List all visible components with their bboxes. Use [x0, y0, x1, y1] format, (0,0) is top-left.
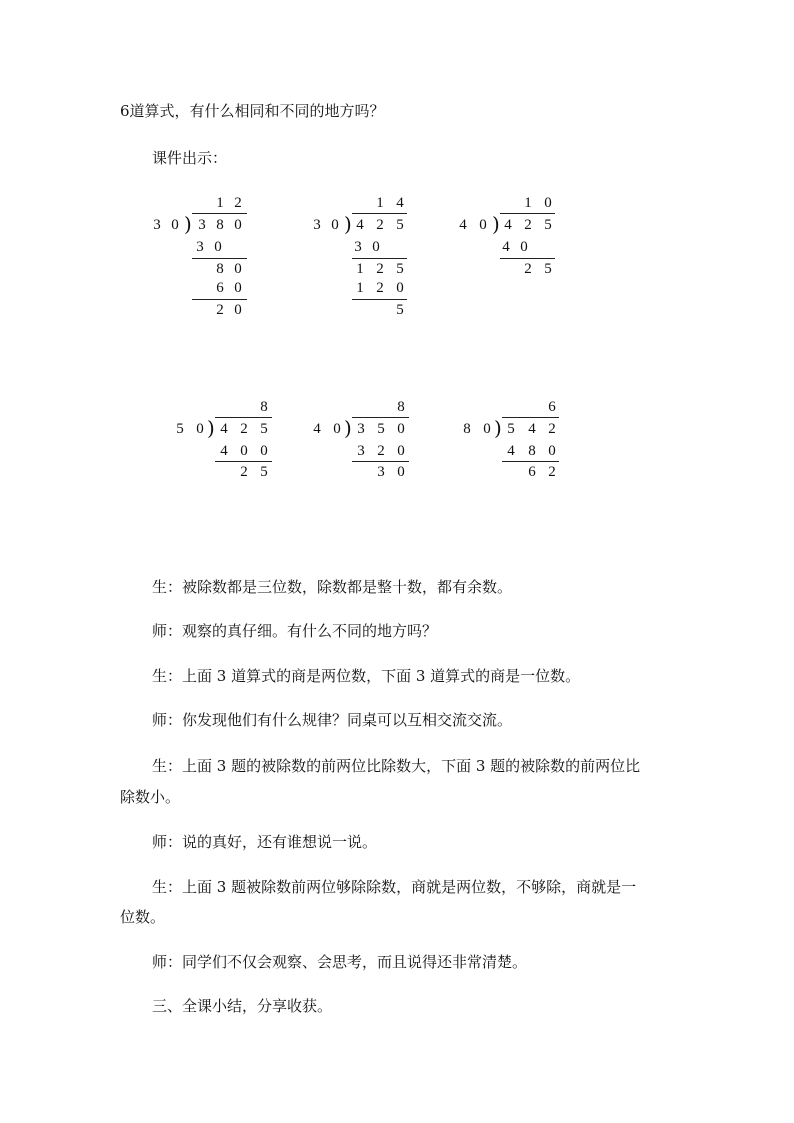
dividend-digit: 0 — [397, 421, 405, 437]
step-digit: 3 — [357, 443, 365, 459]
step-digit: 3 — [354, 239, 362, 255]
step-digit: 8 — [528, 443, 536, 459]
divisor-digit: 0 — [483, 421, 491, 437]
long-division-2 — [310, 192, 460, 322]
quotient-digit: 0 — [544, 195, 552, 211]
dividend-digit: 4 — [356, 217, 364, 233]
dialogue-line-4: 师：你发现他们有什么规律？同桌可以互相交流交流。 — [152, 711, 513, 729]
dividend-digit: 3 — [198, 217, 206, 233]
step-rule — [502, 461, 559, 462]
divisor-digit: 0 — [196, 421, 204, 437]
divisor-digit: 0 — [479, 217, 487, 233]
step-digit: 1 — [356, 280, 364, 296]
step-digit: 4 — [220, 443, 228, 459]
division-bracket: ) — [344, 212, 352, 236]
dialogue-line-5-continued: 除数小。 — [120, 788, 181, 806]
quotient-digit: 6 — [548, 399, 556, 415]
step-digit: 0 — [520, 239, 528, 255]
quotient-digit: 1 — [524, 195, 532, 211]
remainder-digit: 5 — [544, 261, 552, 277]
dividend-digit: 3 — [357, 421, 365, 437]
step-rule — [352, 299, 407, 300]
dividend-digit: 5 — [396, 217, 404, 233]
dialogue-line-5: 生：上面 3 题的被除数的前两位比除数大，下面 3 题的被除数的前两位比 — [152, 757, 641, 775]
divisor-digit: 0 — [331, 217, 339, 233]
dialogue-line-1: 生：被除数都是三位数，除数都是整十数，都有余数。 — [152, 578, 513, 596]
remainder-digit: 5 — [396, 302, 404, 318]
step-digit: 2 — [377, 443, 385, 459]
step-rule — [500, 258, 555, 259]
divisor-digit: 0 — [333, 421, 341, 437]
dialogue-line-6: 师：说的真好，还有谁想说一说。 — [152, 833, 378, 851]
division-bar — [192, 213, 247, 214]
dividend-digit: 5 — [544, 217, 552, 233]
dividend-digit: 2 — [376, 217, 384, 233]
dividend-digit: 5 — [377, 421, 385, 437]
remainder-digit: 6 — [528, 464, 536, 480]
remainder-digit: 2 — [240, 464, 248, 480]
division-bar — [502, 417, 559, 418]
division-bar — [352, 213, 407, 214]
dialogue-line-3: 生：上面 3 道算式的商是两位数，下面 3 道算式的商是一位数。 — [152, 667, 581, 685]
step-digit: 0 — [234, 261, 242, 277]
division-bracket: ) — [207, 416, 215, 440]
division-bar — [215, 417, 272, 418]
step-rule — [352, 258, 407, 259]
dialogue-line-2: 师：观察的真仔细。有什么不同的地方吗？ — [152, 622, 438, 640]
dialogue-line-7-continued: 位数。 — [120, 908, 166, 926]
dividend-digit: 2 — [240, 421, 248, 437]
remainder-digit: 5 — [260, 464, 268, 480]
step-digit: 2 — [376, 261, 384, 277]
division-bar — [500, 213, 555, 214]
remainder-digit: 2 — [216, 302, 224, 318]
divisor-digit: 3 — [313, 217, 321, 233]
division-bar — [352, 417, 409, 418]
step-rule — [215, 461, 272, 462]
remainder-digit: 0 — [397, 464, 405, 480]
intro-question: 6道算式，有什么相同和不同的地方吗？ — [120, 102, 385, 120]
step-digit: 4 — [502, 239, 510, 255]
long-division-6 — [462, 398, 612, 528]
dialogue-line-8: 师：同学们不仅会观察、会思考，而且说得还非常清楚。 — [152, 953, 528, 971]
dividend-digit: 0 — [234, 217, 242, 233]
dividend-digit: 5 — [260, 421, 268, 437]
long-division-4 — [175, 398, 325, 528]
step-digit: 3 — [196, 239, 204, 255]
long-division-3 — [458, 192, 608, 322]
dividend-digit: 5 — [507, 421, 515, 437]
divisor-digit: 4 — [313, 421, 321, 437]
dialogue-line-7: 生：上面 3 题被除数前两位够除除数，商就是两位数，不够除，商就是一 — [152, 878, 637, 896]
step-digit: 0 — [396, 280, 404, 296]
divisor-digit: 4 — [459, 217, 467, 233]
remainder-digit: 2 — [548, 464, 556, 480]
quotient-digit: 2 — [234, 195, 242, 211]
long-division-5 — [312, 398, 462, 528]
long-division-1 — [150, 192, 300, 322]
step-digit: 0 — [548, 443, 556, 459]
step-digit: 0 — [260, 443, 268, 459]
courseware-label: 课件出示： — [152, 149, 228, 167]
divisor-digit: 5 — [176, 421, 184, 437]
summary-heading: 三、全课小结，分享收获。 — [152, 997, 333, 1015]
dividend-digit: 4 — [528, 421, 536, 437]
divisor-digit: 8 — [463, 421, 471, 437]
step-digit: 0 — [372, 239, 380, 255]
remainder-digit: 3 — [377, 464, 385, 480]
step-digit: 0 — [397, 443, 405, 459]
step-digit: 8 — [216, 261, 224, 277]
step-rule — [352, 461, 409, 462]
step-digit: 6 — [216, 280, 224, 296]
step-digit: 0 — [234, 280, 242, 296]
dividend-digit: 4 — [504, 217, 512, 233]
divisor-digit: 3 — [153, 217, 161, 233]
quotient-digit: 1 — [376, 195, 384, 211]
step-digit: 1 — [356, 261, 364, 277]
quotient-digit: 4 — [396, 195, 404, 211]
quotient-digit: 1 — [216, 195, 224, 211]
quotient-digit: 8 — [397, 399, 405, 415]
dividend-digit: 2 — [524, 217, 532, 233]
step-digit: 4 — [507, 443, 515, 459]
step-digit: 0 — [240, 443, 248, 459]
remainder-digit: 0 — [234, 302, 242, 318]
step-digit: 2 — [376, 280, 384, 296]
division-bracket: ) — [492, 212, 500, 236]
dividend-digit: 2 — [548, 421, 556, 437]
step-rule — [192, 299, 247, 300]
dividend-digit: 8 — [216, 217, 224, 233]
division-bracket: ) — [494, 416, 502, 440]
quotient-digit: 8 — [260, 399, 268, 415]
step-rule — [192, 258, 247, 259]
divisor-digit: 0 — [171, 217, 179, 233]
dividend-digit: 4 — [220, 421, 228, 437]
division-bracket: ) — [344, 416, 352, 440]
step-digit: 0 — [214, 239, 222, 255]
remainder-digit: 2 — [524, 261, 532, 277]
step-digit: 5 — [396, 261, 404, 277]
division-bracket: ) — [184, 212, 192, 236]
